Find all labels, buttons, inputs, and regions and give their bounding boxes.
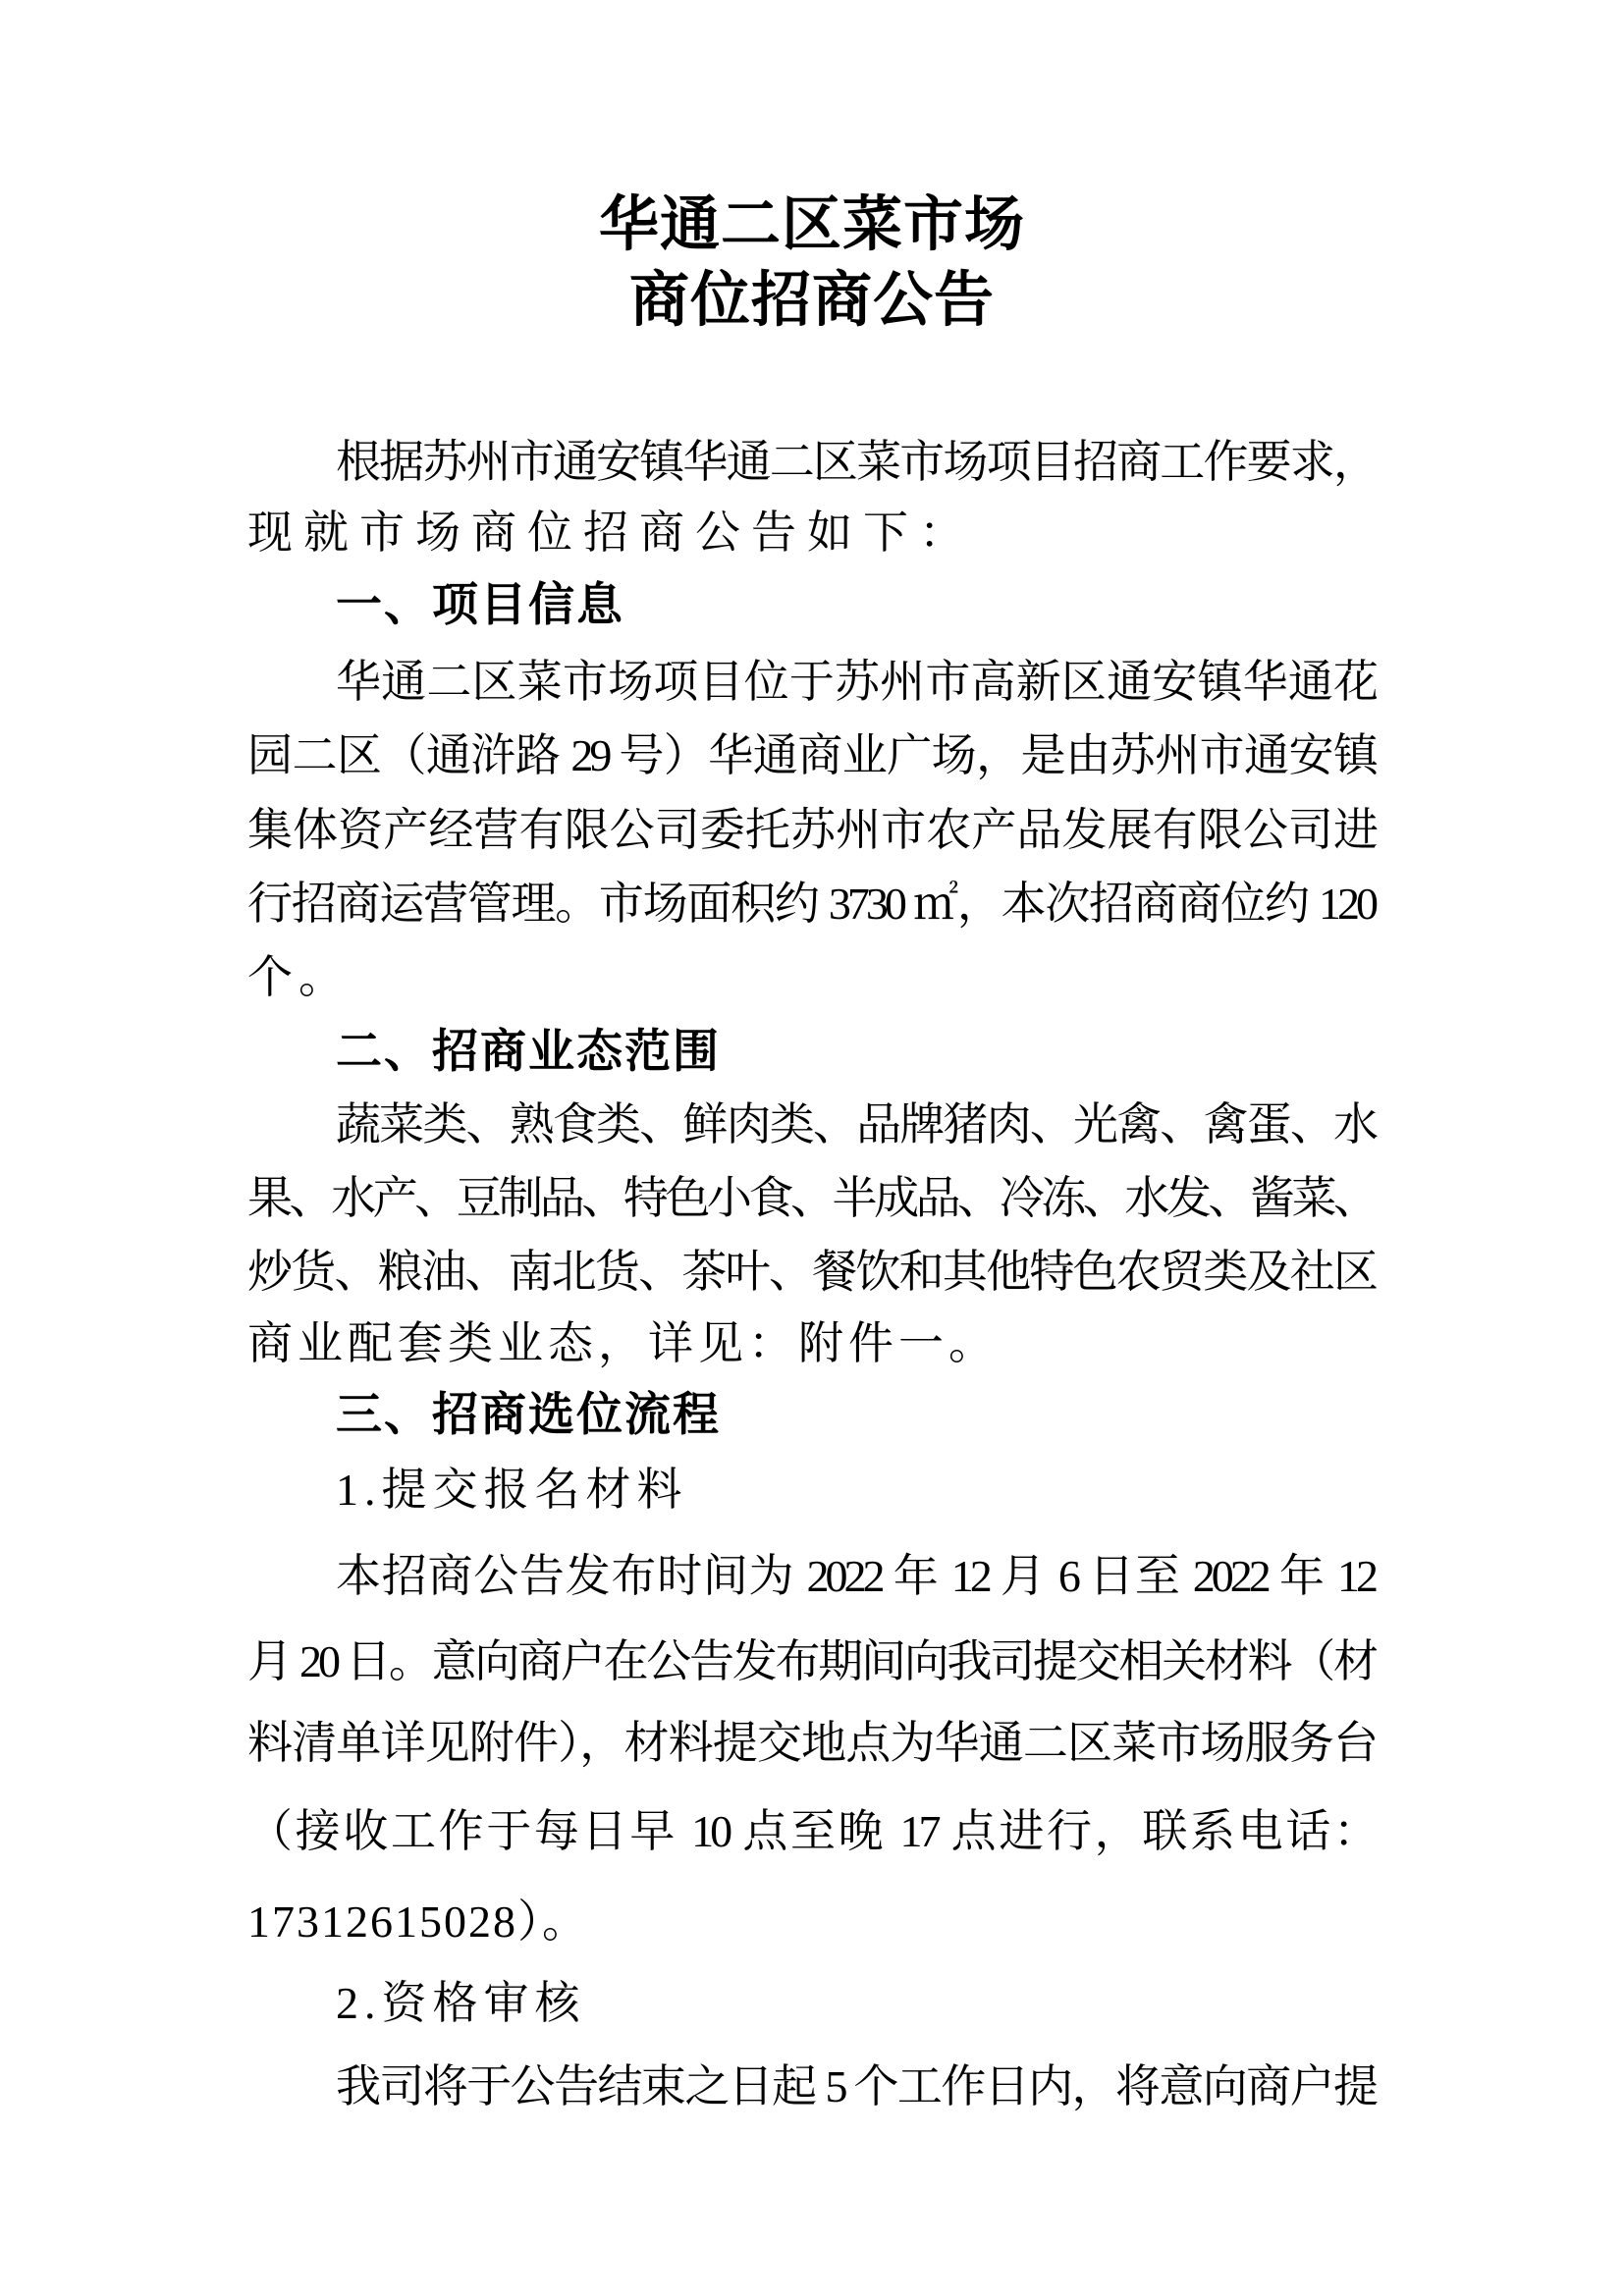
project-info-line-5: 个。 [247, 952, 350, 1002]
intro-line-2: 现就市场商位招商公告如下： [247, 507, 975, 558]
project-info-line-2: 园二区（通浒路 29 号）华通商业广场，是由苏州市通安镇 [247, 730, 1375, 780]
business-scope-line-3: 炒货、粮油、南北货、茶叶、餐饮和其他特色农贸类及社区 [247, 1247, 1375, 1297]
section-3-heading: 三、招商选位流程 [336, 1388, 721, 1440]
submission-line-5: 17312615028）。 [247, 1896, 589, 1947]
document-title-line-1: 华通二区菜市场 [598, 192, 1025, 258]
business-scope-line-2: 果、水产、豆制品、特色小食、半成品、冷冻、水发、酱菜、 [247, 1173, 1375, 1223]
intro-line-1: 根据苏州市通安镇华通二区菜市场项目招商工作要求， [336, 437, 1375, 487]
section-2-heading: 二、招商业态范围 [336, 1025, 721, 1077]
review-line-1: 我司将于公告结束之日起 5 个工作日内，将意向商户提 [336, 2061, 1375, 2111]
submission-line-4: （接收工作于每日早 10 点至晚 17 点进行，联系电话： [247, 1806, 1375, 1856]
business-scope-line-4: 商业配套类业态，详见：附件一。 [247, 1318, 999, 1368]
project-info-line-3: 集体资产经营有限公司委托苏州市农产品发展有限公司进 [247, 805, 1375, 855]
submission-line-2: 月 20 日。意向商户在公告发布期间向我司提交相关材料（材 [247, 1636, 1375, 1686]
section-1-heading: 一、项目信息 [336, 578, 624, 630]
submission-line-1: 本招商公告发布时间为 2022 年 12 月 6 日至 2022 年 12 [336, 1551, 1375, 1601]
step-1-subheading: 1.提交报名材料 [336, 1465, 688, 1515]
project-info-line-4: 行招商运营管理。市场面积约 3730 ㎡，本次招商商位约 120 [247, 879, 1375, 929]
submission-line-3: 料清单详见附件），材料提交地点为华通二区菜市场服务台 [247, 1718, 1375, 1768]
step-2-subheading: 2.资格审核 [336, 1978, 586, 2028]
document-title-line-2: 商位招商公告 [628, 268, 995, 334]
project-info-line-1: 华通二区菜市场项目位于苏州市高新区通安镇华通花 [336, 657, 1375, 707]
business-scope-line-1: 蔬菜类、熟食类、鲜肉类、品牌猪肉、光禽、禽蛋、水 [336, 1099, 1375, 1149]
